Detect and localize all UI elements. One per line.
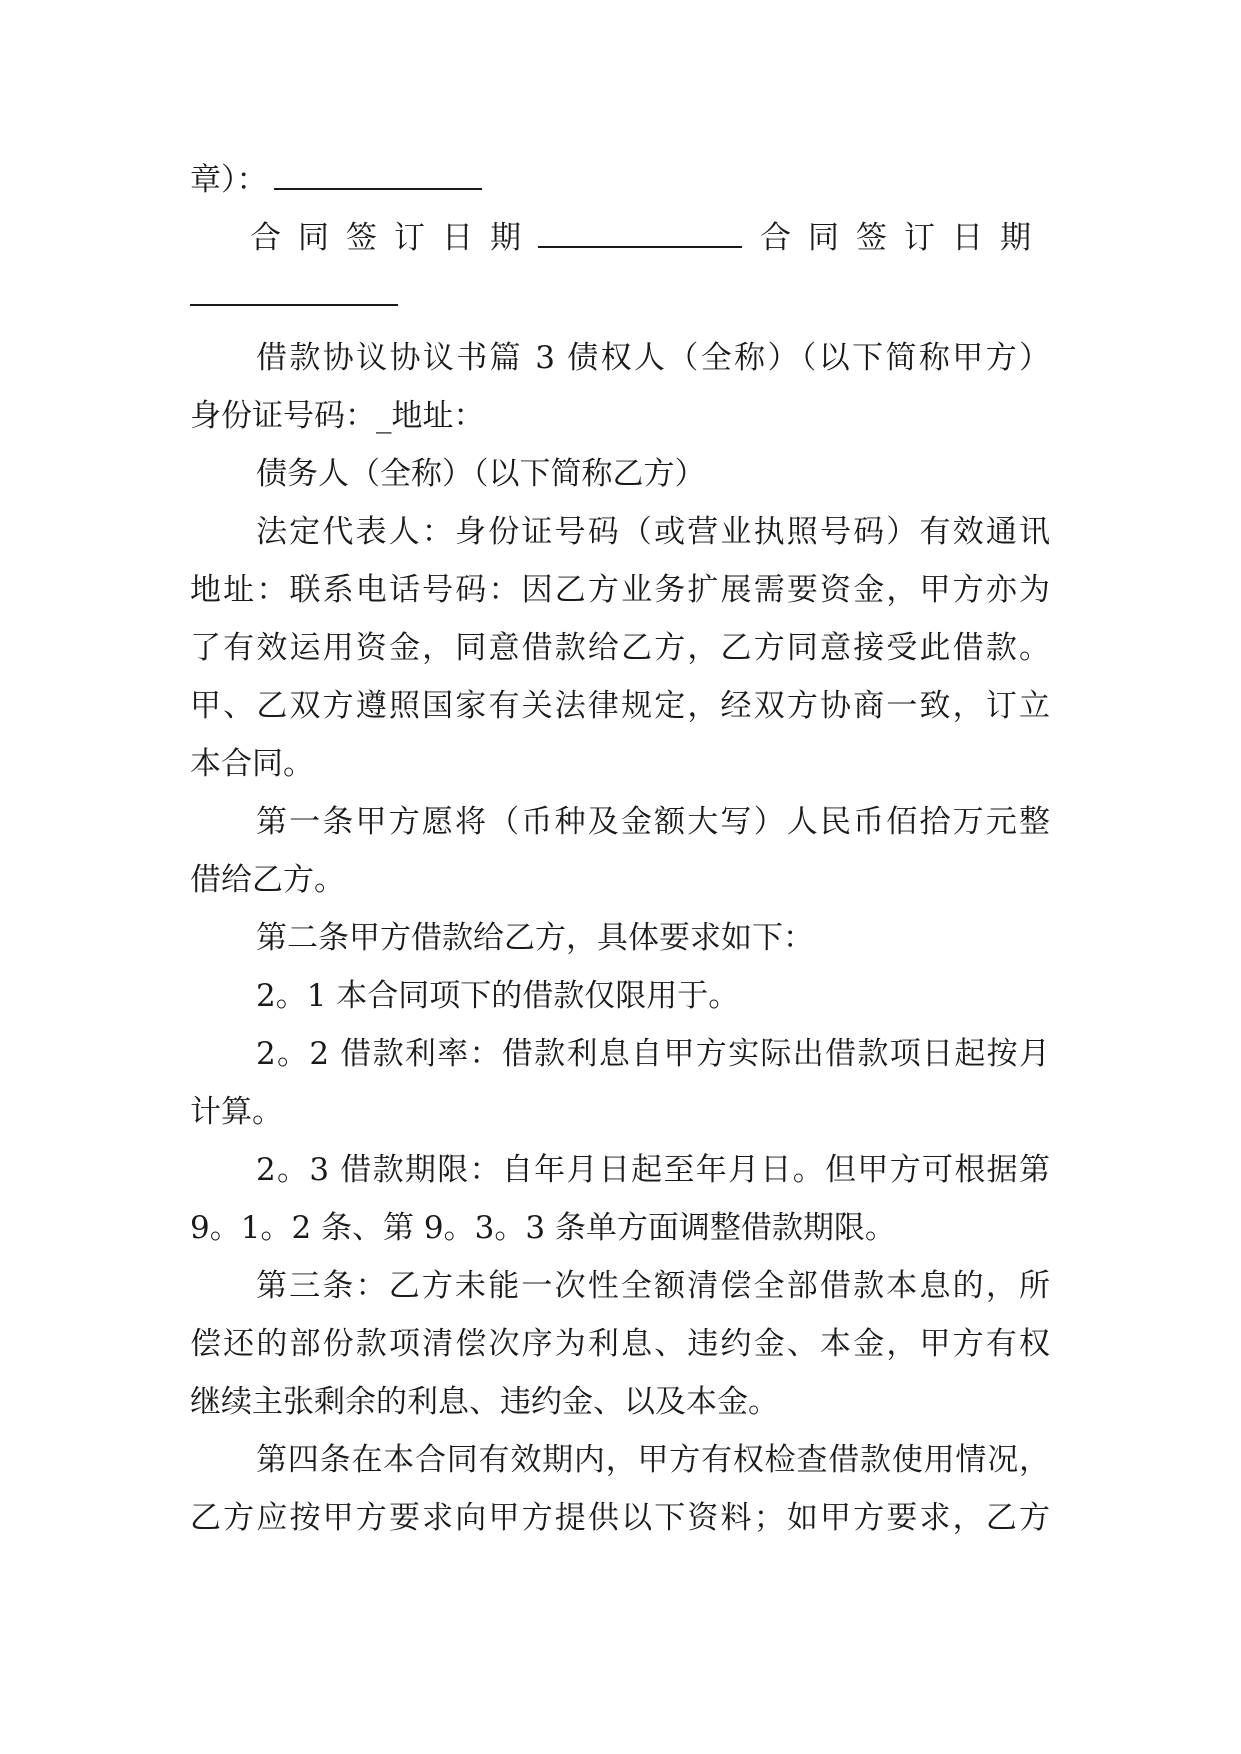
paragraph-line: 2。2 借款利率：借款利息自甲方实际出借款项日起按月 — [256, 1036, 1050, 1072]
paragraph-line: 9。1。2 条、第 9。3。3 条单方面调整借款期限。 — [190, 1210, 896, 1246]
contract-date-line — [190, 218, 1050, 258]
signature-line — [190, 160, 1050, 200]
paragraph-line: 第三条：乙方未能一次性全额清偿全部借款本息的，所 — [256, 1268, 1050, 1304]
paragraph-line: 第一条甲方愿将（币种及金额大写）人民币佰拾万元整 — [256, 804, 1050, 840]
paragraph-line: 甲、乙双方遵照国家有关法律规定，经双方协商一致，订立 — [190, 688, 1050, 724]
paragraph-line: 借款协议协议书篇 3 债权人（全称）（以下简称甲方） — [256, 340, 1050, 376]
paragraph-line: 第四条在本合同有效期内，甲方有权检查借款使用情况， — [256, 1442, 1050, 1478]
paragraph-line: 偿还的部份款项清偿次序为利息、违约金、本金，甲方有权 — [190, 1326, 1050, 1362]
paragraph-line: 借给乙方。 — [190, 862, 345, 898]
paragraph-line: 计算。 — [190, 1094, 283, 1130]
paragraph-line: 债务人（全称）（以下简称乙方） — [256, 456, 706, 492]
paragraph-line: 2。1 本合同项下的借款仅限用于。 — [256, 978, 740, 1014]
paragraph-line: 乙方应按甲方要求向甲方提供以下资料；如甲方要求，乙方 — [190, 1500, 1050, 1536]
paragraph-line: 继续主张剩余的利息、违约金、以及本金。 — [190, 1384, 779, 1420]
fill-blank — [538, 220, 742, 248]
paragraph-line: 地址：联系电话号码：因乙方业务扩展需要资金，甲方亦为 — [190, 572, 1050, 608]
contract-date-label: 合同签订日期 — [250, 220, 538, 256]
paragraph-line: 身份证号码：_地址： — [190, 398, 485, 434]
fill-blank — [274, 162, 482, 190]
contract-date-label: 合同签订日期 — [760, 220, 1048, 256]
paragraph-line: 2。3 借款期限：自年月日起至年月日。但甲方可根据第 — [256, 1152, 1050, 1188]
contract-date-blank-line — [190, 276, 1050, 316]
paragraph-line: 了有效运用资金，同意借款给乙方，乙方同意接受此借款。 — [190, 630, 1050, 666]
text-line: 章）： — [190, 162, 268, 198]
paragraph-line: 第二条甲方借款给乙方，具体要求如下： — [256, 920, 814, 956]
fill-blank — [190, 278, 398, 306]
paragraph-line: 本合同。 — [190, 746, 314, 782]
paragraph-line: 法定代表人：身份证号码（或营业执照号码）有效通讯 — [256, 514, 1050, 550]
